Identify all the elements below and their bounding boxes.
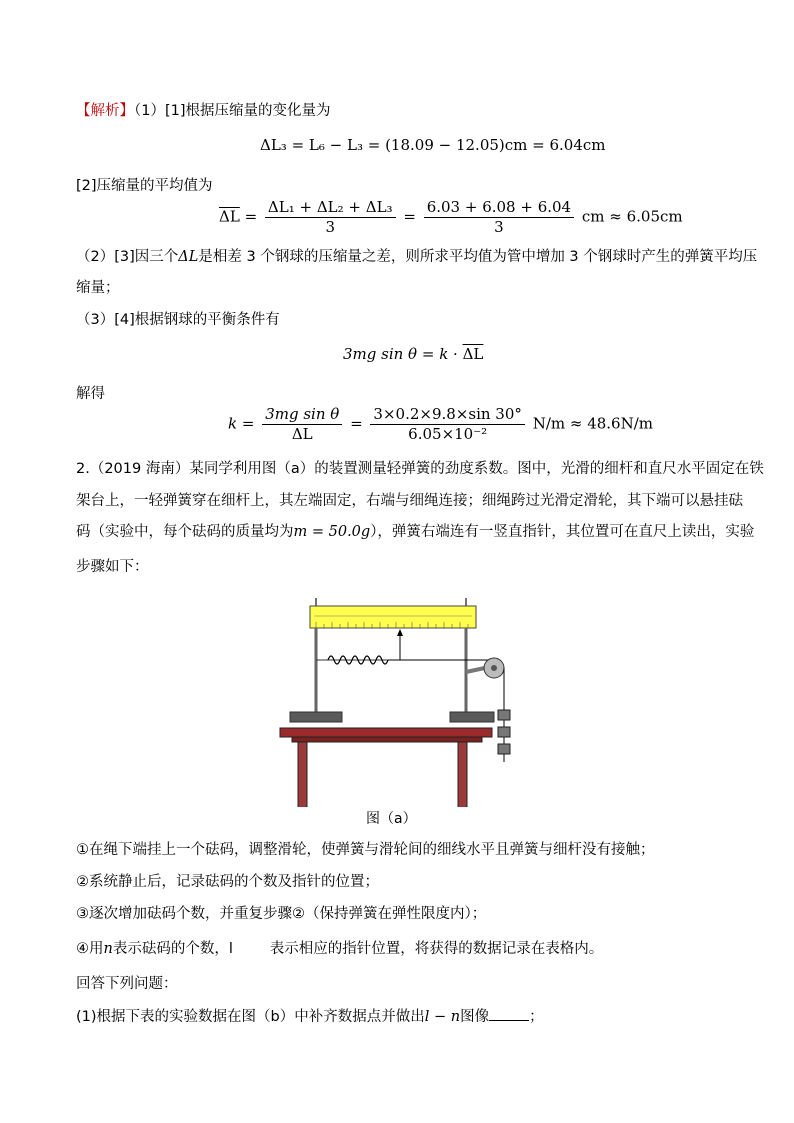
step-3: ③逐次增加砝码个数，并重复步骤②（保持弹簧在弹性限度内）； — [76, 906, 487, 922]
analysis-line-4: 缩量； — [76, 280, 120, 296]
step-1: ①在绳下端挂上一个砝码，调整滑轮，使弹簧与滑轮间的细线水平且弹簧与细杆没有接触； — [76, 842, 655, 858]
table-top — [280, 728, 492, 737]
table-leg-left — [298, 742, 307, 807]
analysis-label: 【解析】 — [76, 103, 134, 119]
problem2-line-2: 架台上，一轻弹簧穿在细杆上，其左端固定，右端与细绳连接；细绳跨过光滑定滑轮，其下端可以悬挂砝 — [76, 493, 743, 509]
question-1: (1)根据下表的实验数据在图（b）中补齐数据点并做出l − n图像 ； — [76, 1006, 544, 1027]
problem2-line-1: 2.（2019 海南）某同学利用图（a）的装置测量轻弹簧的劲度系数。图中，光滑的细杆和直尺水平固定在铁 — [76, 461, 764, 477]
eq4-fraction-2: $\frac{3\times 0.2\times 9.8\times\sin 30^\circ}{\text{6.05×10⁻²}}$ — [370, 405, 524, 444]
eq2-mean-symbol: $\overline{\Delta L}$ — [219, 207, 240, 226]
eq2-fraction-2: $\frac{6.03 + 6.08 + 6.04}{3}$ — [424, 198, 574, 237]
problem2-line-3: 码（实验中，每个砝码的质量均为m = 50.0g），弹簧右端连有一竖直指针，其位置可在直尺上读出，实验 — [76, 524, 755, 540]
mass-1 — [498, 710, 510, 720]
table-leg-right — [458, 742, 467, 807]
analysis-line-6: 解得 — [76, 386, 105, 402]
answer-blank[interactable] — [489, 1006, 529, 1021]
answer-intro: 回答下列问题： — [76, 976, 178, 992]
equation-3: 3mg $\sin \theta = k \cdot \overline{\Delta L}$ — [343, 345, 484, 363]
figure-caption: 图（a） — [366, 811, 417, 827]
step-2: ②系统静止后，记录砝码的个数及指针的位置； — [76, 874, 379, 890]
problem2-line-4: 步骤如下： — [76, 559, 149, 575]
mass-3 — [498, 744, 510, 754]
table-apron — [292, 737, 482, 742]
equation-2: $\overline{\Delta L}$ = $\frac{\text{ΔL₁ + ΔL₂ + ΔL₃}}{3}$ = $\frac{6.03 + 6.08 + 6.04}{3}$ cm ≈ 6.05cm — [219, 198, 683, 236]
stand-base-left — [290, 712, 342, 722]
stand-base-right — [450, 712, 494, 722]
eq4-fraction-1: $\frac{\text{3mg sin θ}}{\Delta L}$ — [262, 405, 342, 444]
equation-4: k = $\frac{\text{3mg sin θ}}{\Delta L}$ = $\frac{3\times 0.2\times 9.8\times\sin 30^\circ}{\text{6.05×10⁻²}}$ N/m ≈ 48.6N/m — [228, 405, 653, 443]
ruler — [310, 606, 476, 628]
analysis-line-1 — [76, 101, 331, 121]
step-4: ④用n表示砝码的个数，l 表示相应的指针位置，将获得的数据记录在表格内。 — [76, 941, 604, 957]
equation-1: ΔL₃ = L₆ − L₃ = (18.09 − 12.05)cm = 6.04cm — [260, 136, 606, 154]
pointer-arrow — [397, 629, 403, 636]
analysis-line-5: （3）[4]根据钢球的平衡条件有 — [76, 312, 280, 328]
analysis-line-3: （2）[3]因三个ΔL是相差 3 个钢球的压缩量之差，则所求平均值为管中增加 3 个钢球时产生的弹簧平均压 — [76, 249, 758, 265]
eq2-fraction-1: $\frac{\text{ΔL₁ + ΔL₂ + ΔL₃}}{3}$ — [265, 198, 396, 237]
analysis-line-2: [2]压缩量的平均值为 — [76, 178, 213, 194]
mass-2 — [498, 727, 510, 737]
pulley-axle — [491, 665, 497, 671]
apparatus-figure — [268, 592, 528, 807]
analysis-text-1: （1）[1]根据压缩量的变化量为 — [134, 103, 331, 119]
